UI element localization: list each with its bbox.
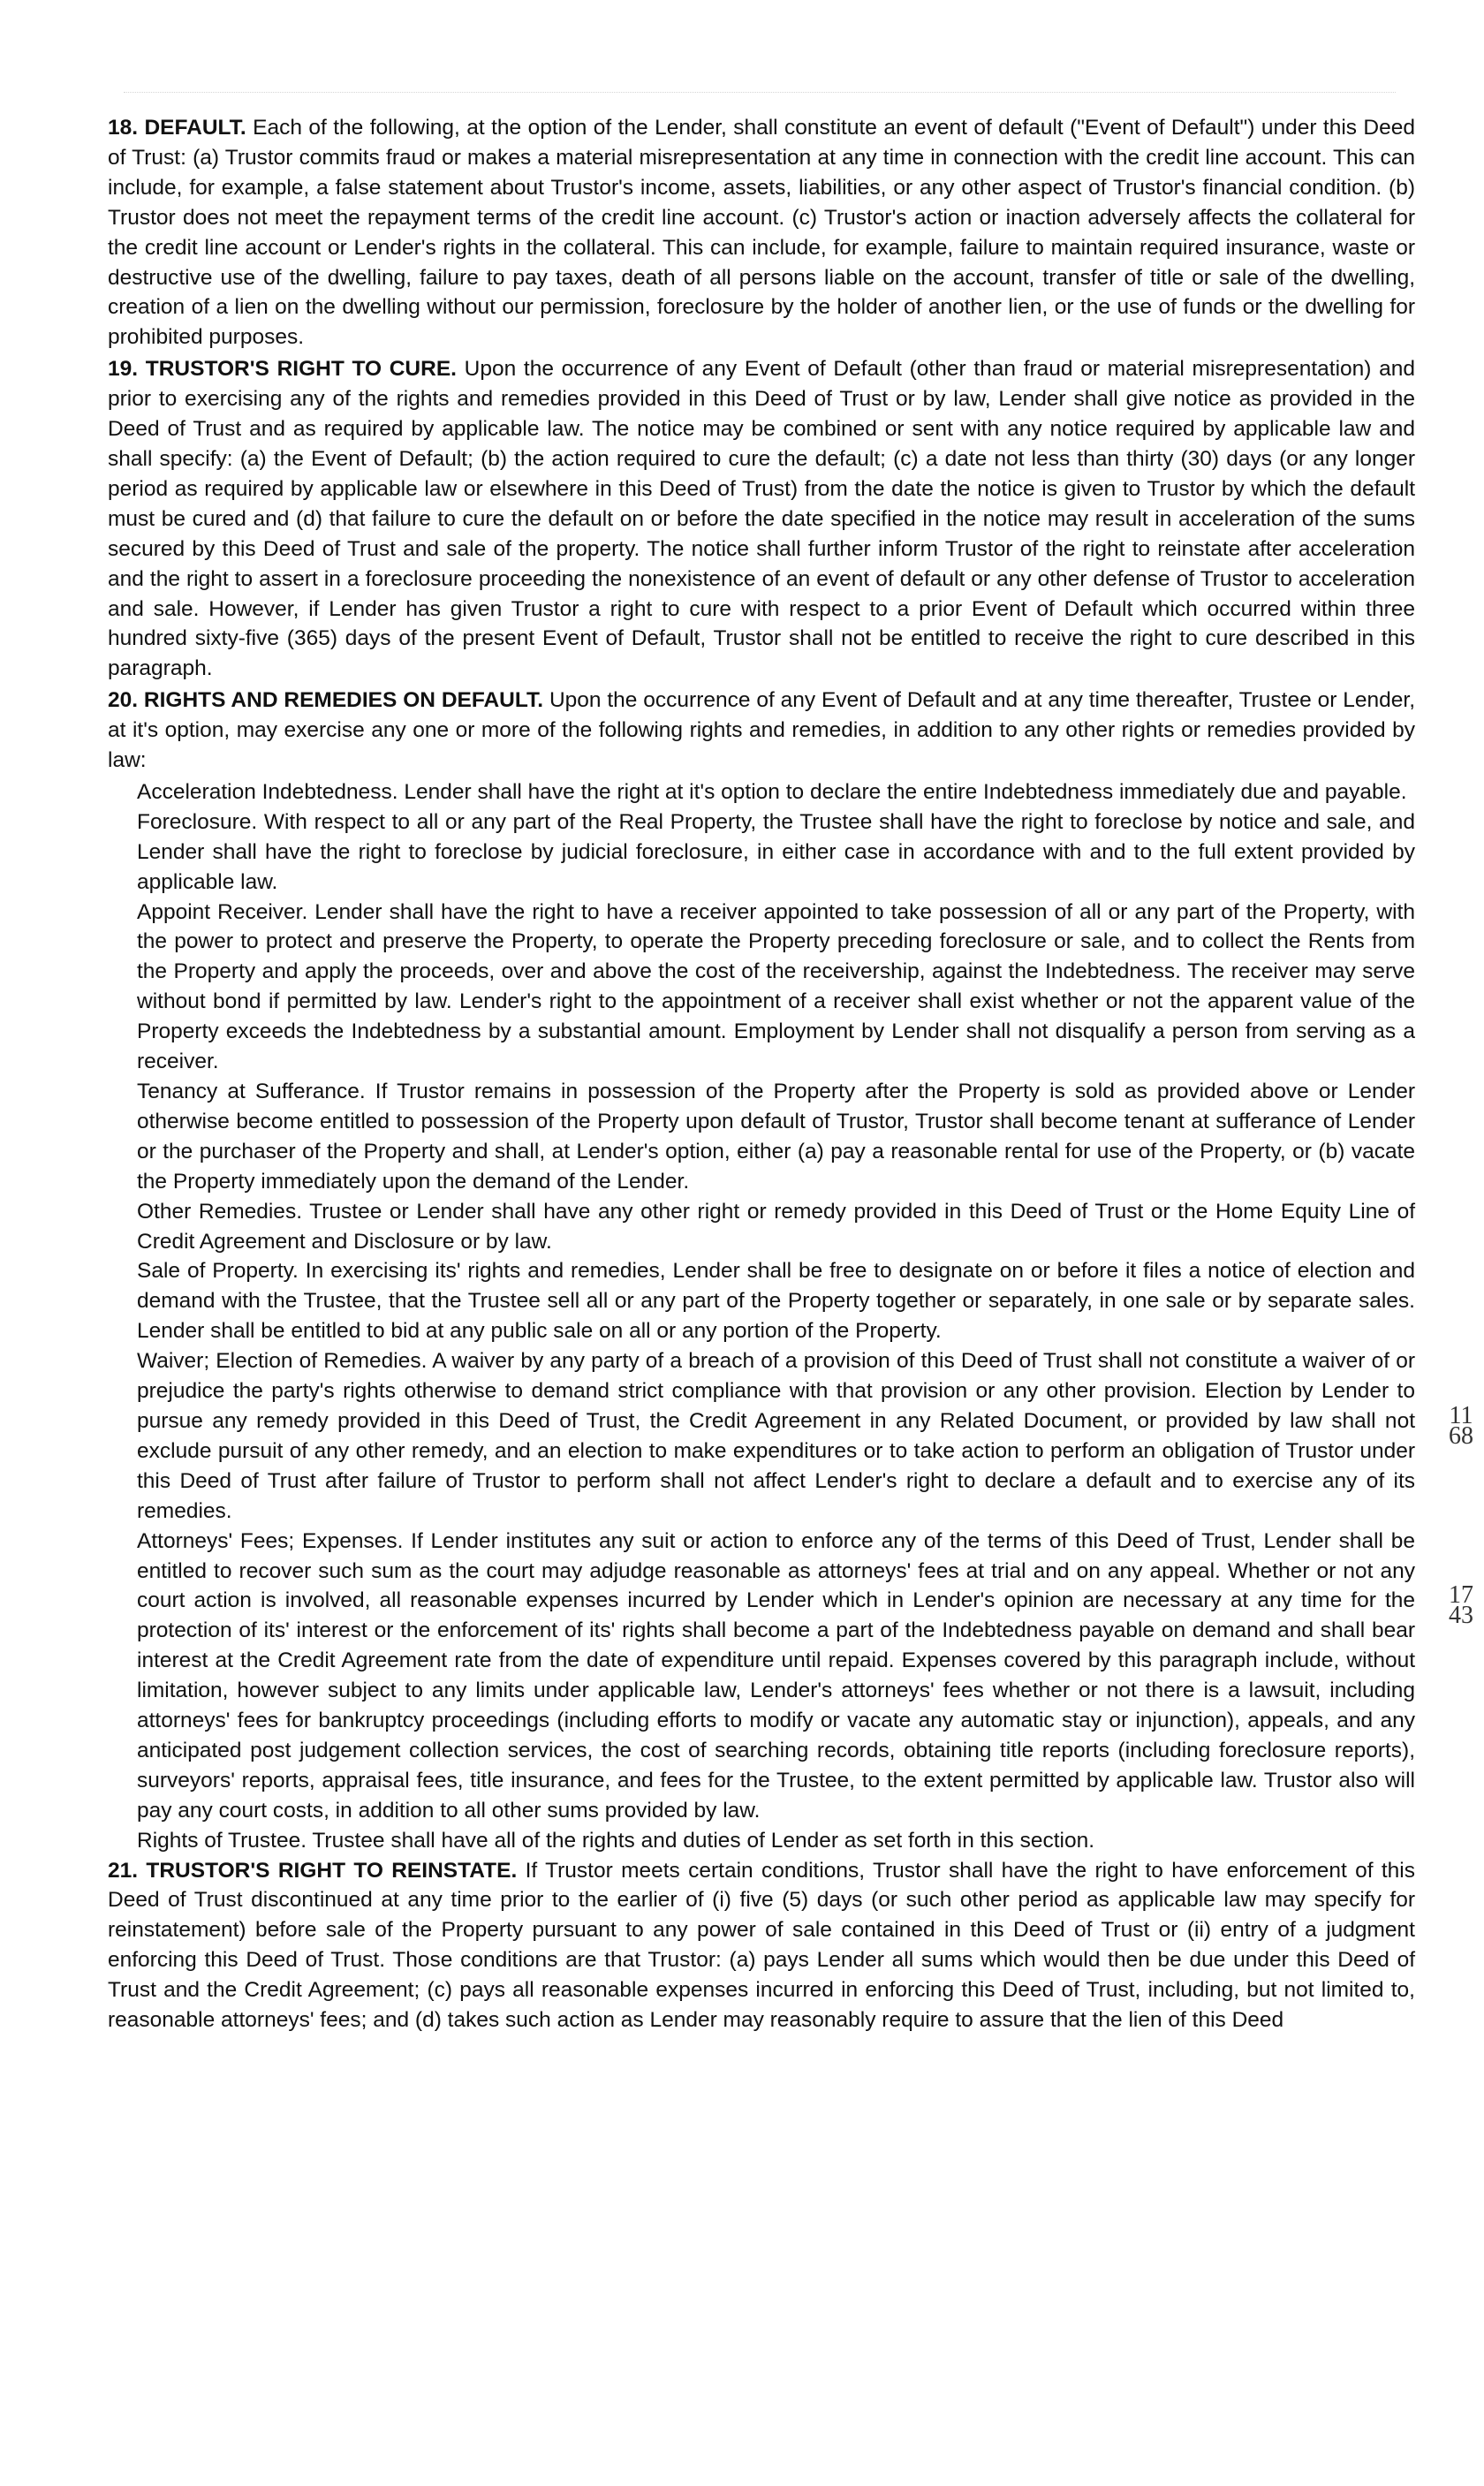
- section-19-heading: 19. TRUSTOR'S RIGHT TO CURE.: [108, 357, 457, 382]
- remedy-attorneys-fees: Attorneys' Fees; Expenses. If Lender institutes any suit or action to enforce any of the terms of this Deed of Trust, Lender shall be entitled to recover such sum as the court may adjudge reasonable as attorneys' fees at trial and on any appeal. Whether or not any court action is involved, all reasonable expenses incurred by Lender which in Lender's opinion are necessary at any time for the protection of its' interest or the enforcement of its' rights shall become a part of the Indebtedness payable on demand and shall bear interest at the Credit Agreement rate from the date of expenditure until repaid. Expenses covered by this paragraph include, without limitation, however subject to any limits under applicable law, Lender's attorneys' fees whether or not there is a lawsuit, including attorneys' fees for bankruptcy proceedings (including efforts to modify or vacate any automatic stay or injunction), appeals, and any anticipated post judgement collection services, the cost of searching records, obtaining title reports (including foreclosure reports), surveyors' reports, appraisal fees, title insurance, and fees for the Trustee, to the extent permitted by applicable law. Trustor also will pay any court costs, in addition to all other sums provided by law.: [137, 1528, 1415, 1823]
- section-18-body: Each of the following, at the option of the Lender, shall constitute an event of default ("Event of Default") under this Deed of Trust: (a) Trustor commits fraud or makes a material misrepresentation at any time in connection with the credit line account. This can include, for example, a false statement about Trustor's income, assets, liabilities, or any other aspect of Trustor's financial condition. (b) Trustor does not meet the repayment terms of the credit line account. (c) Trustor's action or inaction adversely affects the collateral for the credit line account or Lender's rights in the collateral. This can include, for example, failure to maintain required insurance, waste or destructive use of the dwelling, failure to pay taxes, death of all persons liable on the account, transfer of title or sale of the dwelling, creation of a lien on the dwelling without our permission, foreclosure by the holder of another lien, or the use of funds or the dwelling for prohibited purposes.: [108, 116, 1416, 350]
- section-19: [108, 354, 1415, 684]
- section-21: [108, 1856, 1415, 2035]
- remedy-acceleration: Acceleration Indebtedness. Lender shall have the right at it's option to declare the entire Indebtedness immediately due and payable.: [137, 779, 1407, 804]
- section-18-heading: 18. DEFAULT.: [108, 116, 246, 140]
- section-18: [108, 113, 1415, 352]
- scan-artifact-line: [124, 74, 1396, 93]
- document-body: [108, 113, 1415, 2037]
- remedy-appoint-receiver: Appoint Receiver. Lender shall have the right to have a receiver appointed to take possession of all or any part of the Property, with the power to protect and preserve the Property, to operate the Property preceding foreclosure or sale, and to collect the Rents from the Property and apply the proceeds, over and above the cost of the receivership, against the Indebtedness. The receiver may serve without bond if permitted by law. Lender's right to the appointment of a receiver shall exist whether or not the apparent value of the Property exceeds the Indebtedness by a substantial amount. Employment by Lender shall not disqualify a person from serving as a receiver.: [137, 899, 1415, 1074]
- remedy-tenancy-at-sufferance: Tenancy at Sufferance. If Trustor remains in possession of the Property after the Property is sold as provided above or Lender otherwise become entitled to possession of the Property upon default of Trustor, Trustor shall become tenant at sufferance of Lender or the purchaser of the Property and shall, at Lender's option, either (a) pay a reasonable rental for use of the Property, or (b) vacate the Property immediately upon the demand of the Lender.: [137, 1080, 1415, 1194]
- section-20: [108, 686, 1415, 776]
- remedy-foreclosure: Foreclosure. With respect to all or any part of the Real Property, the Trustee shall have the right to foreclose by notice and sale, and Lender shall have the right to foreclose by judicial foreclosure, in either case in accordance with and to the full extent provided by applicable law.: [137, 809, 1415, 894]
- remedy-other-remedies: Other Remedies. Trustee or Lender shall have any other right or remedy provided in this Deed of Trust or the Home Equity Line of Credit Agreement and Disclosure or by law.: [137, 1199, 1415, 1254]
- section-20-body: Upon the occurrence of any Event of Default and at any time thereafter, Trustee or Lender, at it's option, may exercise any one or more of the following rights and remedies, in addition to any other rights or remedies provided by law:: [108, 688, 1415, 773]
- section-19-body: Upon the occurrence of any Event of Default (other than fraud or material misrepresentation) and prior to exercising any of the rights and remedies provided in this Deed of Trust or by law, Lender shall give notice as provided in the Deed of Trust and as required by applicable law. The notice may be combined or sent with any notice required by applicable law and shall specify: (a) the Event of Default; (b) the action required to cure the default; (c) a date not less than thirty (30) days (or any longer period as required by applicable law or elsewhere in this Deed of Trust) from the date the notice is given to Trustor by which the default must be cured and (d) that failure to cure the default on or before the date specified in the notice may result in acceleration of the sums secured by this Deed of Trust and sale of the property. The notice shall further inform Trustor of the right to reinstate after acceleration and the right to assert in a foreclosure proceeding the nonexistence of an event of default or any other defense of Trustor to acceleration and sale. However, if Lender has given Trustor a right to cure with respect to a prior Event of Default which occurred within three hundred sixty-five (365) days of the present Event of Default, Trustor shall not be entitled to receive the right to cure described in this paragraph.: [108, 357, 1415, 681]
- remedy-sale-of-property: Sale of Property. In exercising its' rights and remedies, Lender shall be free to designate on or before it files a notice of election and demand with the Trustee, that the Trustee sell all or any part of the Property together or separately, in one sale or by separate sales. Lender shall be entitled to bid at any public sale on all or any portion of the Property.: [137, 1259, 1415, 1344]
- recording-stamp-upper: 1168: [1449, 1402, 1473, 1450]
- remedy-waiver-election: Waiver; Election of Remedies. A waiver by any party of a breach of a provision of this Deed of Trust shall not constitute a waiver of or prejudice the party's rights otherwise to demand strict compliance with that provision or any other provision. Election by Lender to pursue any remedy provided in this Deed of Trust, the Credit Agreement in any Related Document, or provided by law shall not exclude pursuit of any other remedy, and an election to make expenditures or to take action to perform an obligation of Trustor under this Deed of Trust after failure of Trustor to perform shall not affect Lender's right to declare a default and to exercise any of its remedies.: [137, 1349, 1415, 1523]
- section-20-heading: 20. RIGHTS AND REMEDIES ON DEFAULT.: [108, 688, 544, 713]
- recording-stamp-lower: 1743: [1449, 1581, 1473, 1629]
- remedy-rights-of-trustee: Rights of Trustee. Trustee shall have all of the rights and duties of Lender as set forth in this section.: [137, 1828, 1095, 1853]
- section-21-body: If Trustor meets certain conditions, Trustor shall have the right to have enforcement of this Deed of Trust discontinued at any time prior to the earlier of (i) five (5) days (or such other period as applicable law may specify for reinstatement) before sale of the Property pursuant to any power of sale contained in this Deed of Trust or (ii) entry of a judgment enforcing this Deed of Trust. Those conditions are that Trustor: (a) pays Lender all sums which would then be due under this Deed of Trust and the Credit Agreement; (c) pays all reasonable expenses incurred in enforcing this Deed of Trust, including, but not limited to, reasonable attorneys' fees; and (d) takes such action as Lender may reasonably require to assure that the lien of this Deed: [108, 1858, 1416, 2033]
- section-21-heading: 21. TRUSTOR'S RIGHT TO REINSTATE.: [108, 1858, 518, 1883]
